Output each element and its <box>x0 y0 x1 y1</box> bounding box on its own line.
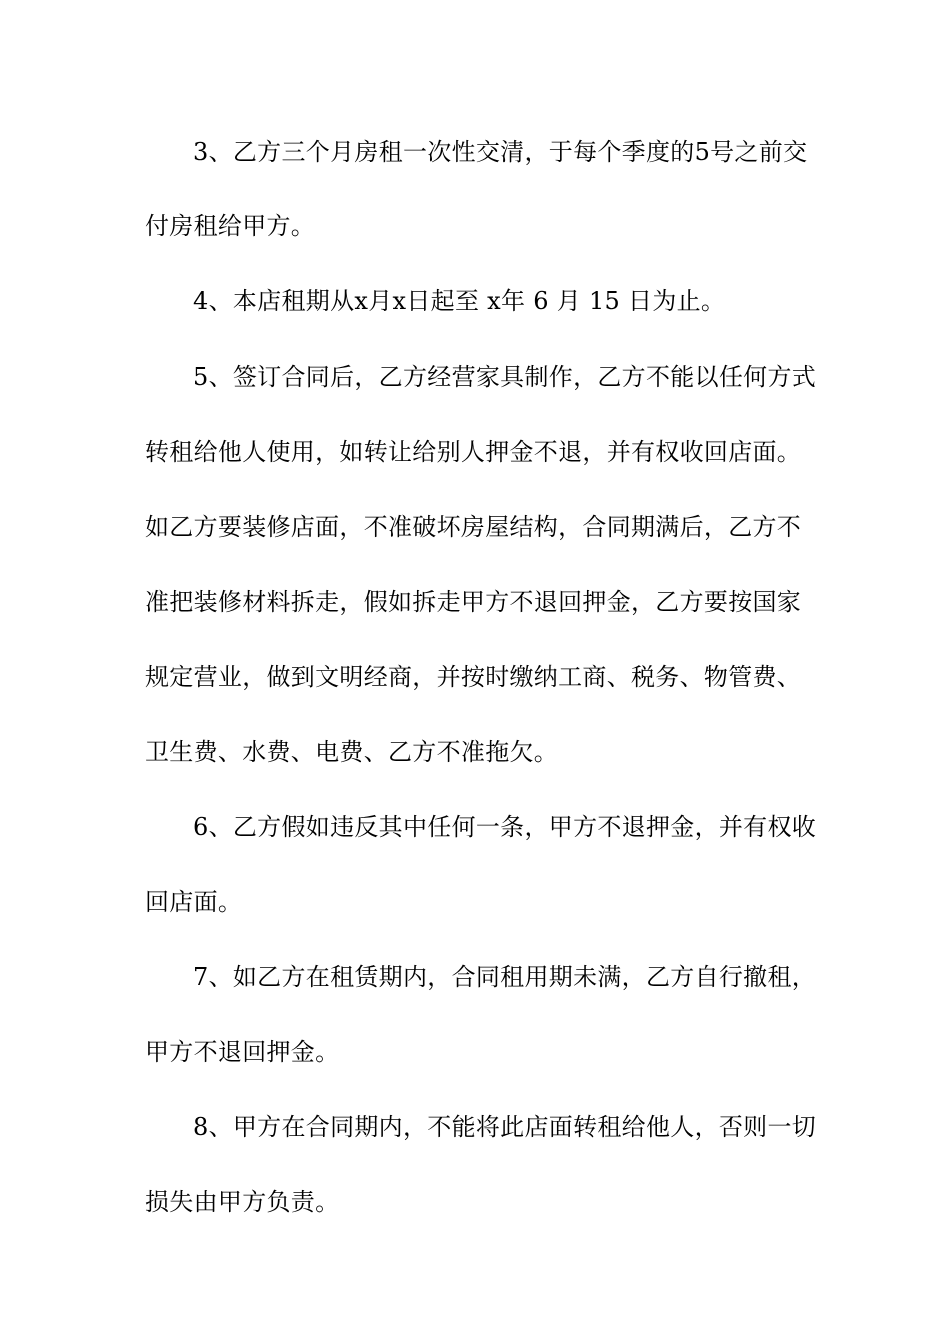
clause-7-line-2: 甲方不退回押金。 <box>145 1038 340 1066</box>
clause-4-line-1: 4、本店租期从x月x日起至 x年 6 月 15 日为止。 <box>193 287 726 315</box>
clause-7-line-1: 7、如乙方在租赁期内，合同租用期未满，乙方自行撤租， <box>193 963 817 991</box>
clause-5-line-3: 如乙方要装修店面，不准破坏房屋结构，合同期满后，乙方不 <box>145 513 802 541</box>
clause-5-line-6: 卫生费、水费、电费、乙方不准拖欠。 <box>145 738 559 766</box>
clause-5-line-1: 5、签订合同后，乙方经营家具制作，乙方不能以任何方式 <box>193 363 817 391</box>
clause-8-line-1: 8、甲方在合同期内，不能将此店面转租给他人，否则一切 <box>193 1113 817 1141</box>
clause-3-line-1: 3、乙方三个月房租一次性交清，于每个季度的5号之前交 <box>193 138 808 166</box>
clause-3-line-2: 付房租给甲方。 <box>145 212 316 240</box>
clause-8-line-2: 损失由甲方负责。 <box>145 1188 340 1216</box>
clause-6-line-1: 6、乙方假如违反其中任何一条，甲方不退押金，并有权收 <box>193 813 817 841</box>
clause-5-line-4: 准把装修材料拆走，假如拆走甲方不退回押金，乙方要按国家 <box>145 588 802 616</box>
clause-5-line-5: 规定营业，做到文明经商，并按时缴纳工商、税务、物管费、 <box>145 663 802 691</box>
clause-6-line-2: 回店面。 <box>145 888 243 916</box>
clause-5-line-2: 转租给他人使用，如转让给别人押金不退，并有权收回店面。 <box>145 438 802 466</box>
